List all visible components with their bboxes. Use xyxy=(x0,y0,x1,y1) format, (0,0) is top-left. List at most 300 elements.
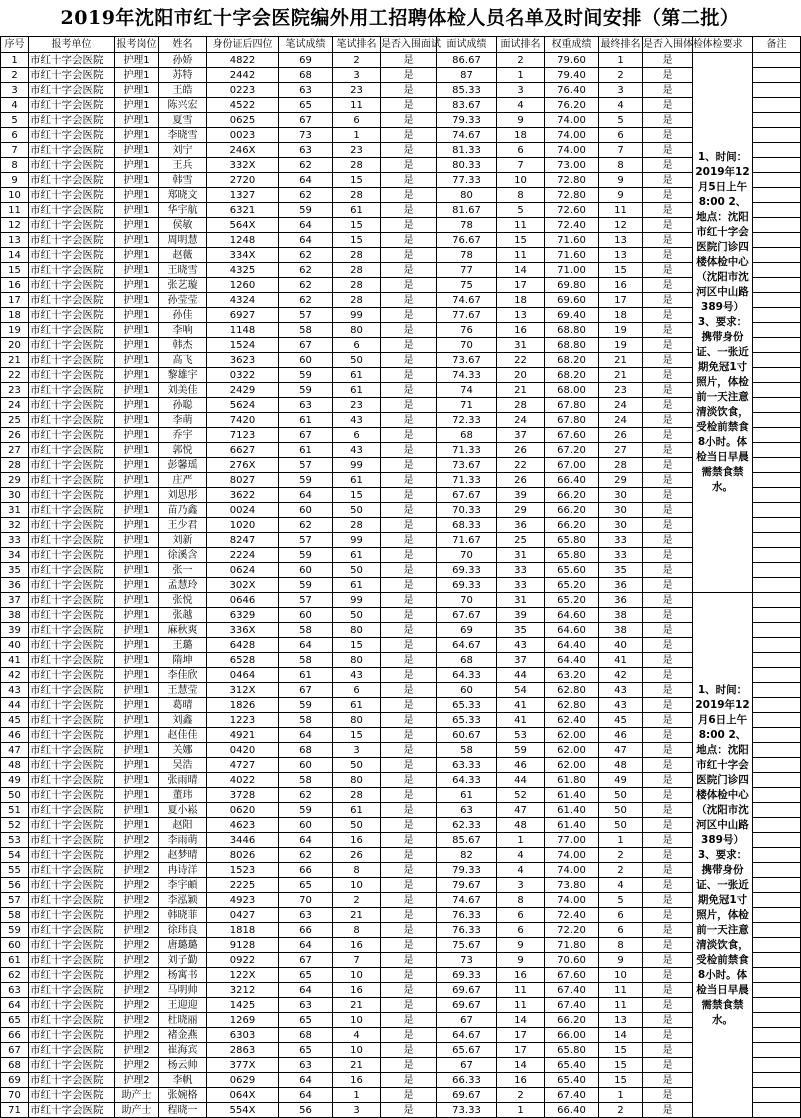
cell-remark xyxy=(753,233,801,248)
cell-interview-rank: 3 xyxy=(497,83,545,98)
cell-name: 黎雄宇 xyxy=(159,368,207,383)
cell-exam-qualified: 是 xyxy=(643,203,693,218)
cell-seq: 70 xyxy=(1,1088,29,1103)
cell-name: 徐溪含 xyxy=(159,548,207,563)
cell-name: 冉诗洋 xyxy=(159,863,207,878)
cell-written-rank: 10 xyxy=(333,1043,381,1058)
cell-seq: 67 xyxy=(1,1043,29,1058)
cell-name: 葛晴 xyxy=(159,698,207,713)
cell-post: 护理2 xyxy=(115,908,159,923)
cell-written-rank: 1 xyxy=(333,128,381,143)
cell-weighted-score: 66.40 xyxy=(545,1103,599,1118)
cell-interview-qualified: 是 xyxy=(381,713,437,728)
table-row xyxy=(1,1073,801,1088)
cell-id-last4: 1269 xyxy=(207,1013,279,1028)
cell-remark xyxy=(753,1088,801,1103)
cell-seq: 29 xyxy=(1,473,29,488)
cell-remark xyxy=(753,473,801,488)
cell-interview-qualified: 是 xyxy=(381,398,437,413)
cell-remark xyxy=(753,608,801,623)
cell-unit: 市红十字会医院 xyxy=(29,203,115,218)
table-row xyxy=(1,608,801,623)
cell-written-score: 65 xyxy=(279,1043,333,1058)
cell-written-score: 59 xyxy=(279,368,333,383)
cell-interview-score: 61 xyxy=(437,788,497,803)
table-row xyxy=(1,713,801,728)
cell-remark xyxy=(753,983,801,998)
cell-post: 护理1 xyxy=(115,143,159,158)
cell-id-last4: 1818 xyxy=(207,923,279,938)
cell-final-rank: 14 xyxy=(599,1028,643,1043)
cell-unit: 市红十字会医院 xyxy=(29,458,115,473)
cell-written-rank: 28 xyxy=(333,248,381,263)
cell-id-last4: 2225 xyxy=(207,878,279,893)
cell-unit: 市红十字会医院 xyxy=(29,623,115,638)
cell-id-last4: 6303 xyxy=(207,1028,279,1043)
cell-unit: 市红十字会医院 xyxy=(29,293,115,308)
table-row xyxy=(1,908,801,923)
cell-unit: 市红十字会医院 xyxy=(29,1043,115,1058)
cell-interview-score: 82 xyxy=(437,848,497,863)
cell-exam-qualified: 是 xyxy=(643,518,693,533)
cell-interview-qualified: 是 xyxy=(381,593,437,608)
cell-interview-score: 76.33 xyxy=(437,908,497,923)
cell-name: 李佳欣 xyxy=(159,668,207,683)
cell-written-score: 65 xyxy=(279,968,333,983)
cell-interview-rank: 54 xyxy=(497,683,545,698)
cell-interview-qualified: 是 xyxy=(381,758,437,773)
cell-interview-qualified: 是 xyxy=(381,458,437,473)
cell-interview-rank: 39 xyxy=(497,608,545,623)
cell-unit: 市红十字会医院 xyxy=(29,278,115,293)
cell-interview-rank: 6 xyxy=(497,923,545,938)
cell-remark xyxy=(753,398,801,413)
cell-id-last4: 336X xyxy=(207,623,279,638)
cell-name: 高飞 xyxy=(159,353,207,368)
cell-id-last4: 2863 xyxy=(207,1043,279,1058)
cell-remark xyxy=(753,263,801,278)
cell-id-last4: 3446 xyxy=(207,833,279,848)
cell-name: 夏小崧 xyxy=(159,803,207,818)
cell-interview-rank: 10 xyxy=(497,173,545,188)
cell-interview-qualified: 是 xyxy=(381,953,437,968)
cell-interview-qualified: 是 xyxy=(381,278,437,293)
cell-written-rank: 80 xyxy=(333,773,381,788)
cell-unit: 市红十字会医院 xyxy=(29,593,115,608)
cell-written-score: 63 xyxy=(279,398,333,413)
cell-interview-qualified: 是 xyxy=(381,893,437,908)
cell-interview-rank: 44 xyxy=(497,773,545,788)
cell-final-rank: 38 xyxy=(599,623,643,638)
cell-seq: 65 xyxy=(1,1013,29,1028)
cell-name: 刘思彤 xyxy=(159,488,207,503)
table-row xyxy=(1,968,801,983)
cell-interview-qualified: 是 xyxy=(381,668,437,683)
cell-written-score: 62 xyxy=(279,848,333,863)
cell-interview-qualified: 是 xyxy=(381,1058,437,1073)
cell-exam-qualified: 是 xyxy=(643,788,693,803)
cell-remark xyxy=(753,128,801,143)
cell-remark xyxy=(753,803,801,818)
cell-interview-rank: 39 xyxy=(497,488,545,503)
table-row xyxy=(1,68,801,83)
cell-final-rank: 26 xyxy=(599,428,643,443)
cell-interview-score: 72.33 xyxy=(437,413,497,428)
cell-name: 韩晓菲 xyxy=(159,908,207,923)
cell-interview-rank: 41 xyxy=(497,698,545,713)
cell-exam-qualified: 是 xyxy=(643,218,693,233)
cell-name: 孙佳 xyxy=(159,308,207,323)
header-cell: 序号 xyxy=(1,37,29,53)
cell-interview-rank: 4 xyxy=(497,863,545,878)
cell-weighted-score: 66.20 xyxy=(545,518,599,533)
cell-seq: 37 xyxy=(1,593,29,608)
cell-final-rank: 23 xyxy=(599,383,643,398)
cell-final-rank: 5 xyxy=(599,893,643,908)
cell-post: 护理2 xyxy=(115,863,159,878)
cell-post: 助产士 xyxy=(115,1088,159,1103)
cell-id-last4: 1523 xyxy=(207,863,279,878)
cell-weighted-score: 65.80 xyxy=(545,1043,599,1058)
cell-seq: 16 xyxy=(1,278,29,293)
cell-written-rank: 61 xyxy=(333,203,381,218)
cell-interview-qualified: 是 xyxy=(381,488,437,503)
cell-exam-qualified: 是 xyxy=(643,758,693,773)
cell-written-rank: 99 xyxy=(333,533,381,548)
cell-final-rank: 13 xyxy=(599,248,643,263)
cell-post: 护理2 xyxy=(115,1073,159,1088)
table-row xyxy=(1,143,801,158)
cell-seq: 47 xyxy=(1,743,29,758)
cell-seq: 56 xyxy=(1,878,29,893)
cell-interview-rank: 9 xyxy=(497,953,545,968)
cell-post: 护理1 xyxy=(115,563,159,578)
cell-name: 韩雪 xyxy=(159,173,207,188)
cell-interview-qualified: 是 xyxy=(381,818,437,833)
cell-written-score: 64 xyxy=(279,1088,333,1103)
cell-name: 程晓一 xyxy=(159,1103,207,1118)
cell-final-rank: 9 xyxy=(599,953,643,968)
table-row xyxy=(1,1013,801,1028)
cell-unit: 市红十字会医院 xyxy=(29,503,115,518)
table-row xyxy=(1,698,801,713)
cell-name: 彭馨瑶 xyxy=(159,458,207,473)
cell-remark xyxy=(753,143,801,158)
cell-interview-qualified: 是 xyxy=(381,908,437,923)
cell-seq: 50 xyxy=(1,788,29,803)
cell-unit: 市红十字会医院 xyxy=(29,113,115,128)
cell-weighted-score: 65.60 xyxy=(545,563,599,578)
cell-written-rank: 6 xyxy=(333,113,381,128)
cell-written-score: 60 xyxy=(279,608,333,623)
cell-interview-rank: 16 xyxy=(497,323,545,338)
cell-remark xyxy=(753,713,801,728)
cell-name: 孟慧玲 xyxy=(159,578,207,593)
cell-remark xyxy=(753,743,801,758)
cell-seq: 4 xyxy=(1,98,29,113)
cell-unit: 市红十字会医院 xyxy=(29,953,115,968)
cell-id-last4: 8027 xyxy=(207,473,279,488)
cell-weighted-score: 65.20 xyxy=(545,593,599,608)
cell-interview-rank: 9 xyxy=(497,113,545,128)
cell-written-rank: 11 xyxy=(333,98,381,113)
exam-requirement-note: 1、时间：2019年12月5日上午8:00 2、地点：沈阳市红十字会医院门诊四楼体检中心（沈阳市沈河区中山路389号） 3、要求：携带身份证、一张近期免冠1寸照片，体检前一天注意清淡饮食，受检前禁食8小时。体检当日早晨需禁食禁水。 xyxy=(693,53,753,593)
cell-weighted-score: 74.00 xyxy=(545,143,599,158)
cell-weighted-score: 65.80 xyxy=(545,548,599,563)
cell-interview-score: 71.33 xyxy=(437,473,497,488)
table-row xyxy=(1,353,801,368)
cell-written-rank: 2 xyxy=(333,893,381,908)
cell-post: 护理2 xyxy=(115,1043,159,1058)
cell-written-score: 70 xyxy=(279,893,333,908)
cell-seq: 54 xyxy=(1,848,29,863)
table-row xyxy=(1,53,801,68)
cell-id-last4: 564X xyxy=(207,218,279,233)
cell-interview-rank: 14 xyxy=(497,263,545,278)
cell-id-last4: 0420 xyxy=(207,743,279,758)
cell-interview-rank: 35 xyxy=(497,623,545,638)
cell-interview-rank: 37 xyxy=(497,653,545,668)
cell-exam-qualified: 是 xyxy=(643,743,693,758)
cell-interview-score: 71.33 xyxy=(437,443,497,458)
cell-final-rank: 47 xyxy=(599,743,643,758)
cell-remark xyxy=(753,338,801,353)
cell-interview-score: 67 xyxy=(437,1058,497,1073)
cell-weighted-score: 67.80 xyxy=(545,413,599,428)
cell-written-rank: 8 xyxy=(333,863,381,878)
cell-weighted-score: 61.40 xyxy=(545,818,599,833)
cell-name: 庄严 xyxy=(159,473,207,488)
cell-interview-score: 63.33 xyxy=(437,758,497,773)
cell-interview-score: 79.67 xyxy=(437,878,497,893)
cell-final-rank: 41 xyxy=(599,653,643,668)
cell-unit: 市红十字会医院 xyxy=(29,533,115,548)
cell-interview-rank: 2 xyxy=(497,1088,545,1103)
cell-written-rank: 1 xyxy=(333,1088,381,1103)
cell-id-last4: 0646 xyxy=(207,593,279,608)
cell-interview-score: 67.67 xyxy=(437,608,497,623)
cell-final-rank: 18 xyxy=(599,308,643,323)
table-row xyxy=(1,683,801,698)
cell-post: 护理1 xyxy=(115,128,159,143)
cell-remark xyxy=(753,1058,801,1073)
cell-interview-qualified: 是 xyxy=(381,98,437,113)
cell-unit: 市红十字会医院 xyxy=(29,548,115,563)
cell-id-last4: 0322 xyxy=(207,368,279,383)
cell-name: 郑晓文 xyxy=(159,188,207,203)
cell-id-last4: 1223 xyxy=(207,713,279,728)
header-cell: 笔试排名 xyxy=(333,37,381,53)
cell-post: 护理1 xyxy=(115,443,159,458)
cell-unit: 市红十字会医院 xyxy=(29,518,115,533)
cell-remark xyxy=(753,278,801,293)
cell-written-rank: 23 xyxy=(333,143,381,158)
cell-id-last4: 9128 xyxy=(207,938,279,953)
cell-weighted-score: 67.80 xyxy=(545,398,599,413)
cell-unit: 市红十字会医院 xyxy=(29,308,115,323)
cell-unit: 市红十字会医院 xyxy=(29,218,115,233)
cell-exam-qualified: 是 xyxy=(643,158,693,173)
cell-written-rank: 61 xyxy=(333,473,381,488)
cell-unit: 市红十字会医院 xyxy=(29,1058,115,1073)
cell-interview-rank: 59 xyxy=(497,743,545,758)
cell-weighted-score: 71.60 xyxy=(545,248,599,263)
cell-exam-qualified: 是 xyxy=(643,578,693,593)
cell-name: 李晓雪 xyxy=(159,128,207,143)
cell-unit: 市红十字会医院 xyxy=(29,248,115,263)
cell-interview-score: 69.33 xyxy=(437,563,497,578)
cell-remark xyxy=(753,953,801,968)
cell-name: 李泓颖 xyxy=(159,893,207,908)
cell-interview-qualified: 是 xyxy=(381,983,437,998)
cell-remark xyxy=(753,698,801,713)
cell-remark xyxy=(753,248,801,263)
cell-final-rank: 8 xyxy=(599,158,643,173)
cell-interview-score: 60.67 xyxy=(437,728,497,743)
cell-written-rank: 23 xyxy=(333,83,381,98)
cell-interview-score: 58 xyxy=(437,743,497,758)
cell-exam-qualified: 是 xyxy=(643,143,693,158)
cell-written-score: 64 xyxy=(279,1073,333,1088)
table-row xyxy=(1,773,801,788)
cell-remark xyxy=(753,773,801,788)
cell-written-score: 64 xyxy=(279,173,333,188)
cell-final-rank: 50 xyxy=(599,803,643,818)
candidate-table xyxy=(0,36,801,1118)
cell-interview-qualified: 是 xyxy=(381,413,437,428)
cell-interview-score: 73.33 xyxy=(437,1103,497,1118)
cell-id-last4: 1020 xyxy=(207,518,279,533)
cell-id-last4: 0223 xyxy=(207,83,279,98)
cell-id-last4: 302X xyxy=(207,578,279,593)
cell-post: 护理1 xyxy=(115,488,159,503)
cell-name: 张婉格 xyxy=(159,1088,207,1103)
table-row xyxy=(1,83,801,98)
table-row xyxy=(1,638,801,653)
cell-written-rank: 80 xyxy=(333,713,381,728)
cell-seq: 2 xyxy=(1,68,29,83)
table-row xyxy=(1,803,801,818)
header-cell: 体检要求 xyxy=(693,37,753,53)
cell-interview-score: 60 xyxy=(437,683,497,698)
cell-weighted-score: 65.80 xyxy=(545,533,599,548)
cell-id-last4: 7420 xyxy=(207,413,279,428)
cell-weighted-score: 69.80 xyxy=(545,278,599,293)
cell-post: 护理1 xyxy=(115,53,159,68)
cell-written-score: 66 xyxy=(279,863,333,878)
cell-remark xyxy=(753,188,801,203)
table-row xyxy=(1,653,801,668)
cell-id-last4: 4727 xyxy=(207,758,279,773)
cell-final-rank: 33 xyxy=(599,533,643,548)
cell-weighted-score: 66.20 xyxy=(545,503,599,518)
cell-exam-qualified: 是 xyxy=(643,878,693,893)
cell-exam-qualified: 是 xyxy=(643,848,693,863)
cell-seq: 30 xyxy=(1,488,29,503)
cell-remark xyxy=(753,308,801,323)
cell-final-rank: 43 xyxy=(599,683,643,698)
cell-exam-qualified: 是 xyxy=(643,338,693,353)
cell-name: 苏特 xyxy=(159,68,207,83)
cell-written-score: 62 xyxy=(279,263,333,278)
cell-unit: 市红十字会医院 xyxy=(29,653,115,668)
cell-final-rank: 2 xyxy=(599,863,643,878)
header-cell: 姓名 xyxy=(159,37,207,53)
cell-interview-qualified: 是 xyxy=(381,833,437,848)
cell-written-score: 61 xyxy=(279,668,333,683)
cell-post: 护理2 xyxy=(115,848,159,863)
table-row xyxy=(1,833,801,848)
cell-interview-rank: 16 xyxy=(497,968,545,983)
cell-post: 护理1 xyxy=(115,203,159,218)
cell-post: 护理1 xyxy=(115,113,159,128)
cell-seq: 42 xyxy=(1,668,29,683)
header-cell: 身份证后四位 xyxy=(207,37,279,53)
cell-post: 护理1 xyxy=(115,218,159,233)
cell-unit: 市红十字会医院 xyxy=(29,968,115,983)
cell-final-rank: 38 xyxy=(599,608,643,623)
cell-exam-qualified: 是 xyxy=(643,728,693,743)
table-row xyxy=(1,983,801,998)
cell-id-last4: 246X xyxy=(207,143,279,158)
cell-name: 张越 xyxy=(159,608,207,623)
table-row xyxy=(1,458,801,473)
table-row xyxy=(1,848,801,863)
cell-seq: 59 xyxy=(1,923,29,938)
cell-interview-rank: 22 xyxy=(497,353,545,368)
cell-interview-qualified: 是 xyxy=(381,188,437,203)
cell-id-last4: 6627 xyxy=(207,443,279,458)
cell-interview-rank: 52 xyxy=(497,788,545,803)
cell-unit: 市红十字会医院 xyxy=(29,608,115,623)
cell-final-rank: 30 xyxy=(599,518,643,533)
cell-exam-qualified: 是 xyxy=(643,803,693,818)
cell-seq: 66 xyxy=(1,1028,29,1043)
table-row xyxy=(1,818,801,833)
cell-exam-qualified: 是 xyxy=(643,278,693,293)
cell-written-score: 63 xyxy=(279,143,333,158)
cell-written-score: 62 xyxy=(279,158,333,173)
cell-written-score: 64 xyxy=(279,728,333,743)
cell-weighted-score: 71.60 xyxy=(545,233,599,248)
cell-interview-qualified: 是 xyxy=(381,608,437,623)
cell-unit: 市红十字会医院 xyxy=(29,563,115,578)
cell-final-rank: 36 xyxy=(599,593,643,608)
cell-name: 赵薇 xyxy=(159,248,207,263)
cell-seq: 24 xyxy=(1,398,29,413)
table-row xyxy=(1,218,801,233)
cell-final-rank: 19 xyxy=(599,323,643,338)
cell-seq: 33 xyxy=(1,533,29,548)
cell-written-rank: 61 xyxy=(333,548,381,563)
cell-interview-rank: 5 xyxy=(497,203,545,218)
cell-interview-qualified: 是 xyxy=(381,1013,437,1028)
cell-final-rank: 42 xyxy=(599,668,643,683)
cell-name: 关娜 xyxy=(159,743,207,758)
cell-final-rank: 13 xyxy=(599,233,643,248)
cell-weighted-score: 76.40 xyxy=(545,83,599,98)
cell-seq: 19 xyxy=(1,323,29,338)
cell-final-rank: 40 xyxy=(599,638,643,653)
cell-interview-qualified: 是 xyxy=(381,1043,437,1058)
cell-unit: 市红十字会医院 xyxy=(29,83,115,98)
cell-seq: 55 xyxy=(1,863,29,878)
cell-interview-score: 77.33 xyxy=(437,173,497,188)
cell-interview-qualified: 是 xyxy=(381,233,437,248)
cell-weighted-score: 79.60 xyxy=(545,53,599,68)
cell-post: 护理1 xyxy=(115,788,159,803)
cell-interview-rank: 26 xyxy=(497,473,545,488)
